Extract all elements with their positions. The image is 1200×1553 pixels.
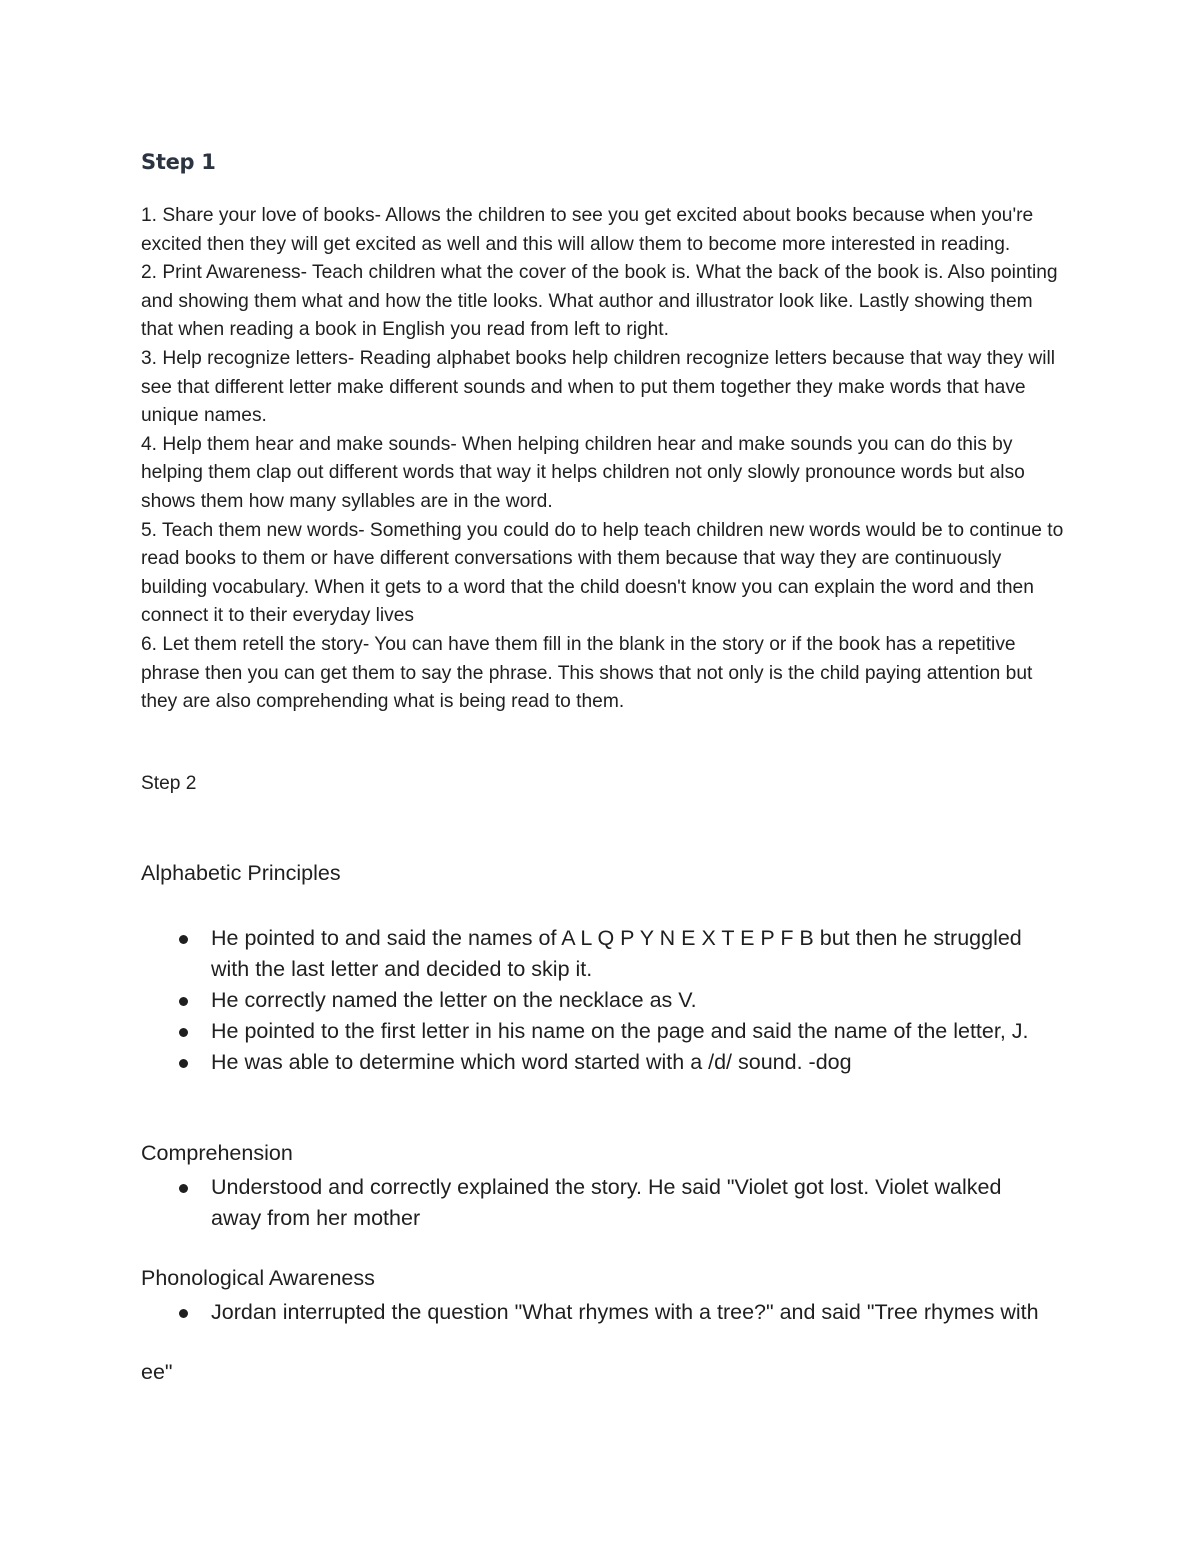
list-item: [141, 1297, 1041, 1328]
list-item-text: Understood and correctly explained the story. He said "Violet got lost. Violet walked away from her mother: [211, 1175, 1002, 1230]
list-item-text: He was able to determine which word started with a /d/ sound. -dog: [211, 1050, 852, 1074]
comprehension-list: [141, 1172, 1041, 1234]
trailing-text: ee": [141, 1360, 173, 1384]
list-item: [141, 1047, 1041, 1078]
phonological-awareness-list: [141, 1297, 1041, 1328]
bullet-icon: [179, 1184, 188, 1193]
bullet-icon: [179, 1028, 188, 1037]
list-item: [141, 985, 1041, 1016]
list-item-text: Jordan interrupted the question "What rhymes with a tree?" and said "Tree rhymes with: [211, 1300, 1039, 1324]
step1-item: 2. Print Awareness- Teach children what the cover of the book is. What the back of the book is. Also pointing and showing them what and how the title looks. What author and illustrator look like. Lastly showing them that when reading a book in English you read from left to right.: [141, 262, 1058, 341]
step1-item: 5. Teach them new words- Something you could do to help teach children new words would be to continue to read books to them or have different conversations with them because that way they are continuously building vocabulary. When it gets to a word that the child doesn't know you can explain the word and then connect it to their everyday lives: [141, 519, 1064, 627]
bullet-icon: [179, 1059, 188, 1068]
list-item: [141, 1172, 1041, 1234]
step1-item: 3. Help recognize letters- Reading alphabet books help children recognize letters because that way they will see that different letter make different sounds and when to put them together they make words that have unique names.: [141, 347, 1056, 427]
step1-item: 1. Share your love of books- Allows the children to see you get excited about books because when you're excited then they will get excited as well and this will allow them to become more interested in reading.: [141, 205, 1034, 255]
bullet-icon: [179, 997, 188, 1006]
list-item: [141, 1016, 1041, 1047]
phonological-awareness-title: Phonological Awareness: [141, 1266, 375, 1290]
step1-heading: Step 1: [141, 150, 216, 174]
list-item-text: He pointed to the first letter in his name on the page and said the name of the letter, J.: [211, 1019, 1029, 1043]
step1-item: 4. Help them hear and make sounds- When helping children hear and make sounds you can do this by helping them clap out different words that way it helps children not only slowly pronounce words but also shows them how many syllables are in the word.: [141, 433, 1025, 512]
bullet-icon: [179, 1309, 188, 1318]
step1-item: 6. Let them retell the story- You can have them fill in the blank in the story or if the book has a repetitive phrase then you can get them to say the phrase. This shows that not only is the child paying attention but they are also comprehending what is being read to them.: [141, 633, 1033, 713]
bullet-icon: [179, 935, 188, 944]
comprehension-title: Comprehension: [141, 1141, 293, 1165]
list-item-text: He correctly named the letter on the necklace as V.: [211, 988, 697, 1012]
step1-list: [141, 202, 1066, 717]
alphabetic-principles-list: [141, 923, 1041, 1078]
list-item-text: He pointed to and said the names of A L Q P Y N E X T E P F B but then he struggled with the last letter and decided to skip it.: [211, 926, 1022, 981]
alphabetic-principles-title: Alphabetic Principles: [141, 861, 341, 885]
step2-heading: Step 2: [141, 773, 197, 794]
list-item: [141, 923, 1041, 985]
